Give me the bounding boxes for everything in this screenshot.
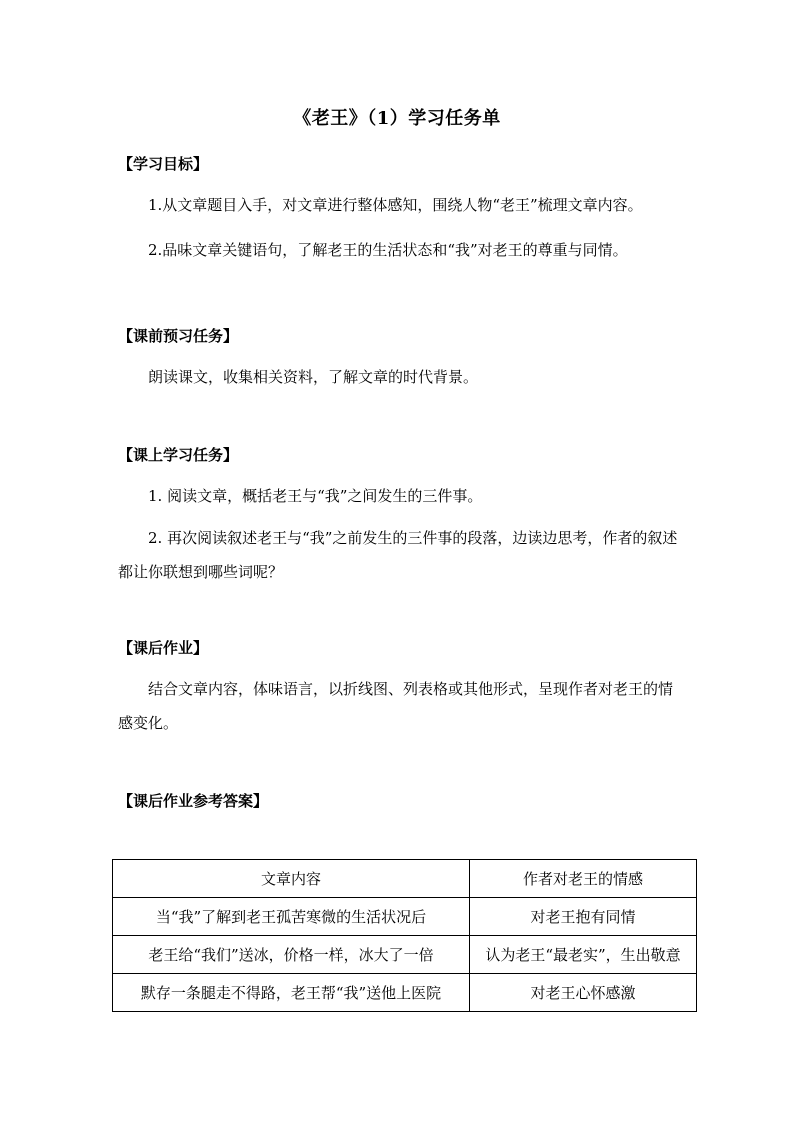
table-header-cell: 作者对老王的情感 <box>470 860 697 898</box>
table-header-cell: 文章内容 <box>113 860 470 898</box>
table-header-row <box>113 860 697 898</box>
homework-text: 结合文章内容，体味语言，以折线图、列表格或其他形式，呈现作者对老王的情感变化。 <box>118 680 674 732</box>
table-cell: 老王给“我们”送冰，价格一样，冰大了一倍 <box>113 936 470 974</box>
table-cell: 默存一条腿走不得路，老王帮“我”送他上医院 <box>113 974 470 1012</box>
document-title: 《老王》（1）学习任务单 <box>293 108 501 129</box>
table-cell: 当“我”了解到老王孤苦寒微的生活状况后 <box>113 898 470 936</box>
table-row <box>113 898 697 936</box>
goal-item-1: 1.从文章题目入手，对文章进行整体感知，围绕人物“老王”梳理文章内容。 <box>148 196 643 214</box>
goals-heading: 【学习目标】 <box>118 155 209 173</box>
homework-heading: 【课后作业】 <box>118 639 209 657</box>
table-row <box>113 974 697 1012</box>
preview-heading: 【课前预习任务】 <box>118 327 239 345</box>
table-cell: 认为老王“最老实”，生出敬意 <box>470 936 697 974</box>
answers-heading: 【课后作业参考答案】 <box>118 792 269 810</box>
inclass-item-2: 2. 再次阅读叙述老王与“我”之前发生的三件事的段落，边读边思考，作者的叙述都让你联想到哪些词呢？ <box>118 529 678 581</box>
answers-table <box>112 859 697 1012</box>
table-cell: 对老王抱有同情 <box>470 898 697 936</box>
goal-item-2: 2.品味文章关键语句，了解老王的生活状态和“我”对老王的尊重与同情。 <box>148 241 628 259</box>
preview-text: 朗读课文，收集相关资料，了解文章的时代背景。 <box>148 368 479 386</box>
table-row <box>113 936 697 974</box>
inclass-item-1: 1. 阅读文章，概括老王与“我”之间发生的三件事。 <box>148 487 483 505</box>
table-cell: 对老王心怀感激 <box>470 974 697 1012</box>
inclass-heading: 【课上学习任务】 <box>118 446 239 464</box>
